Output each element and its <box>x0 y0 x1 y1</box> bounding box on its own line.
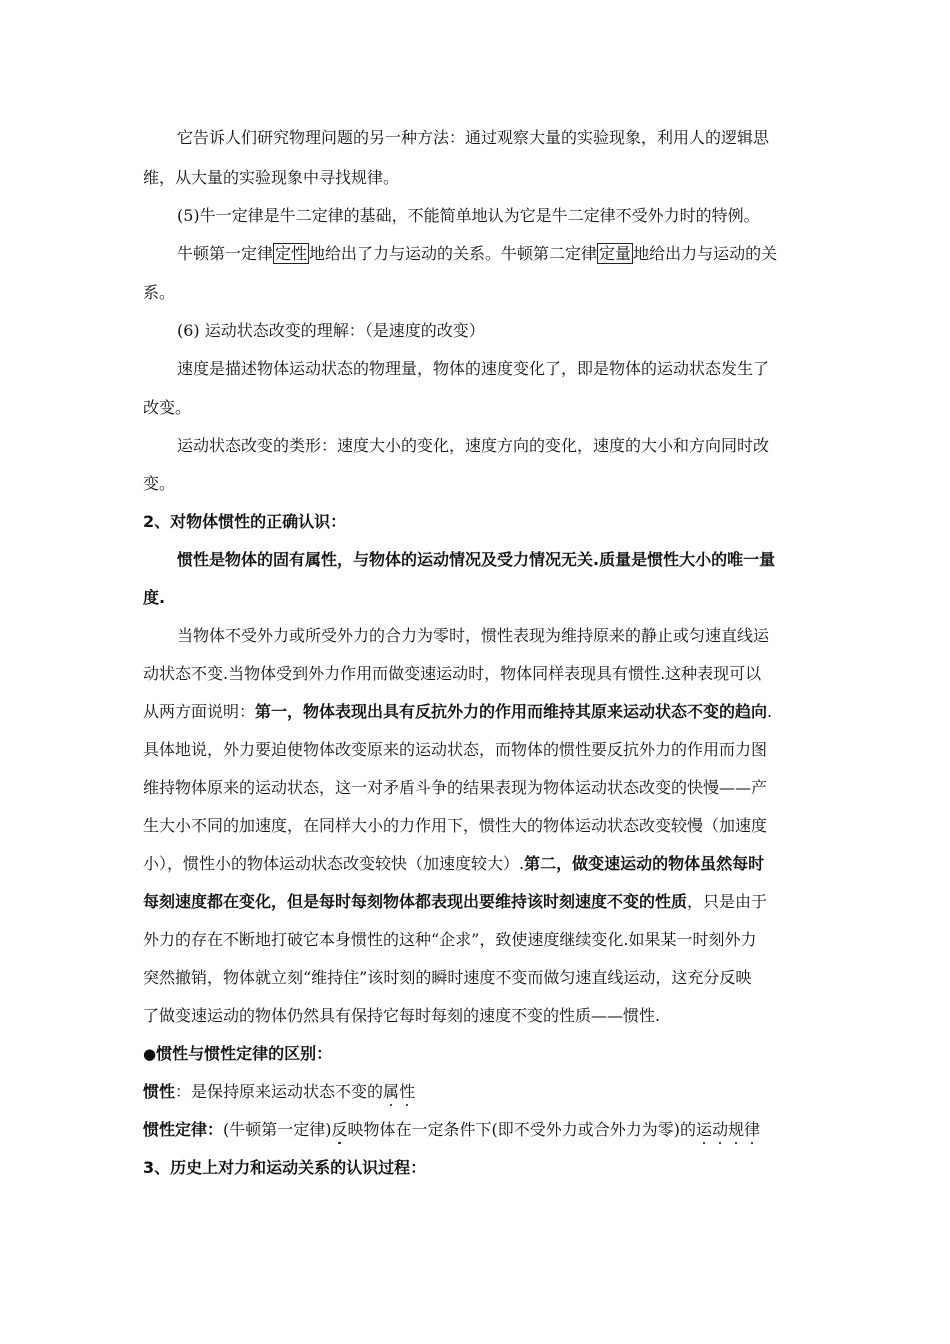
paragraph-line: 度. <box>143 588 166 607</box>
text-span: 地给出力与运动的关 <box>633 244 778 263</box>
text-span: 是保持原来运动状态不变的 <box>191 1082 384 1101</box>
paragraph-line: 当物体不受外力或所受外力的合力为零时，惯性表现为维持原来的静止或匀速直线运 <box>177 626 770 645</box>
emphasis-char: 属 <box>383 1082 400 1101</box>
bullet-icon: ● <box>143 1045 157 1063</box>
text-span: 牛顿第一定律 <box>177 244 274 263</box>
text-span: 地给出了力与运动的关系。牛顿第二定律 <box>309 244 598 263</box>
text-span: . <box>767 702 773 721</box>
paragraph-line: 了做变速运动的物体仍然具有保持它每时每刻的速度不变的性质——惯性. <box>143 1006 661 1025</box>
paragraph-line: 速度是描述物体运动状态的物理量，物体的速度变化了，即是物体的运动状态发生了 <box>177 359 770 378</box>
bold-span: 每刻速度都在变化，但是每时每刻物体都表现出要维持该时刻速度不变的性质 <box>143 892 688 911</box>
paragraph-line <box>143 702 772 722</box>
bullet-heading-text: 惯性与惯性定律的区别： <box>156 1044 333 1063</box>
paragraph-line: 系。 <box>143 283 176 302</box>
emphasis-char: 规 <box>728 1120 745 1139</box>
paragraph-line: 改变。 <box>143 398 192 417</box>
paragraph-line: 运动状态改变的类形：速度大小的变化，速度方向的变化，速度的大小和方向同时改 <box>177 436 770 455</box>
paragraph-line: 外力的存在不断地打破它本身惯性的这种“企求”，致使速度继续变化.如果某一时刻外力 <box>143 930 757 949</box>
paragraph-line <box>177 244 777 264</box>
paragraph-line: (5)牛一定律是牛二定律的基础，不能简单地认为它是牛二定律不受外力时的特例。 <box>177 206 760 225</box>
text-span: ： <box>207 1120 224 1139</box>
definition-line <box>143 1082 415 1102</box>
text-span: (牛顿第一定律) <box>223 1120 332 1139</box>
emphasis-char: 性 <box>399 1082 416 1101</box>
text-span: 小），惯性小的物体运动状态改变较快（加速度较大）. <box>143 854 525 873</box>
boxed-term: 定性 <box>275 244 308 263</box>
text-span: 从两方面说明： <box>143 702 256 721</box>
paragraph-line: 生大小不同的加速度，在同样大小的力作用下，惯性大的物体运动状态改变较慢（加速度 <box>143 816 768 835</box>
paragraph-line: 变。 <box>143 474 176 493</box>
emphasis-char: 动 <box>712 1120 729 1139</box>
text-span: ： <box>175 1082 192 1101</box>
definition-line <box>143 1120 760 1140</box>
boxed-term: 定量 <box>599 244 632 263</box>
emphasis-char: 运 <box>696 1120 713 1139</box>
paragraph-line: 突然撤销，物体就立刻“维持住”该时刻的瞬时速度不变而做匀速直线运动，这充分反映 <box>143 968 752 987</box>
paragraph-line: 动状态不变.当物体受到外力作用而做变速运动时，物体同样表现具有惯性.这种表现可以 <box>143 664 762 683</box>
section-heading: 2、对物体惯性的正确认识： <box>143 512 347 531</box>
paragraph-line: 维，从大量的实验现象中寻找规律。 <box>143 168 400 187</box>
paragraph-line <box>143 892 767 912</box>
text-span: 映物体在一定条件下(即不受外力或合外力为零)的 <box>347 1120 697 1139</box>
paragraph-line <box>143 854 764 874</box>
paragraph-line: 具体地说，外力要迫使物体改变原来的运动状态，而物体的惯性要反抗外力的作用而力图 <box>143 740 768 759</box>
paragraph-line: 维持物体原来的运动状态，这一对矛盾斗争的结果表现为物体运动状态改变的快慢——产 <box>143 778 768 797</box>
definition-term: 惯性 <box>143 1082 176 1101</box>
bold-span: 第二，做变速运动的物体虽然每时 <box>524 854 765 873</box>
section-subheading: (6) 运动状态改变的理解：（是速度的改变） <box>177 321 485 340</box>
bullet-heading <box>143 1044 332 1064</box>
paragraph-line: 惯性是物体的固有属性，与物体的运动情况及受力情况无关.质量是惯性大小的唯一量 <box>177 550 776 569</box>
paragraph-line: 它告诉人们研究物理问题的另一种方法：通过观察大量的实验现象，利用人的逻辑思 <box>177 128 770 147</box>
emphasis-char: 反 <box>331 1120 348 1139</box>
text-span: ，只是由于 <box>687 892 768 911</box>
definition-term: 惯性定律 <box>143 1120 208 1139</box>
emphasis-char: 律 <box>744 1120 761 1139</box>
section-heading: 3、历史上对力和运动关系的认识过程： <box>143 1158 427 1177</box>
bold-span: 第一，物体表现出具有反抗外力的作用而维持其原来运动状态不变的趋向 <box>255 702 768 721</box>
